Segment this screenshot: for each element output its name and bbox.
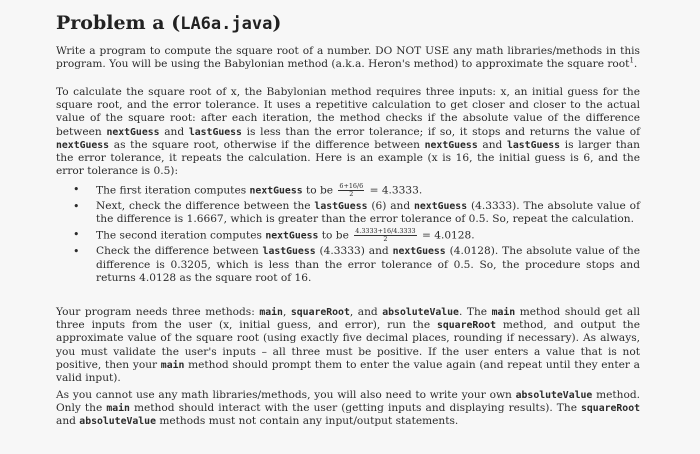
fraction: $\frac{6+16/6}{2}$: [339, 182, 364, 198]
methods-paragraph: Your program needs three methods: main, squareRoot, and absoluteValue. The main method should get all three inputs from the user (x, initial guess, and error), run the squareRoot method, and output the approximate value of the square root (using exactly five decimal places, rounding if necessary). As always, you must validate the user's inputs – all three must be positive. If the user enters a value that is not positive, then your main method should prompt them to enter the value again (and repeat until they enter a valid input).: [56, 306, 641, 385]
algorithm-paragraph: To calculate the square root of x, the Babylonian method requires three inputs: x, an initial guess for the square root, and the error tolerance. It uses a repetitive calculation to get closer and closer to the actual value of the square root: after each iteration, the method checks if the absolute value of the difference between nextGuess and lastGuess is less than the error tolerance; if so, it stops and returns the value of nextGuess as the square root, otherwise if the difference between nextGuess and lastGuess is larger than the error tolerance, it repeats the calculation. Here is an example (x is 16, the initial guess is 6, and the error tolerance is 0.5):: [56, 86, 640, 178]
example-steps-list: [56, 183, 640, 287]
problem-title: Problem a (LA6a.java): [56, 12, 282, 34]
list-item: • The second iteration computes nextGuess to be $\frac{4.3333+16/4.3333}{2}$ = 4.0128.: [56, 228, 640, 243]
file-name: LA6a.java: [180, 14, 273, 34]
fraction: $\frac{4.3333+16/4.3333}{2}$: [355, 227, 416, 244]
footnote-marker: 1: [629, 56, 634, 65]
final-paragraph: As you cannot use any math libraries/methods, you will also need to write your own absoluteValue method. Only the main method should interact with the user (getting inputs and displaying results). The squareRoot and absoluteValue methods must not contain any input/output statements.: [56, 389, 640, 428]
list-item: • The first iteration computes nextGuess to be $\frac{6+16/6}{2}$ = 4.3333.: [56, 183, 640, 198]
list-item: • Next, check the difference between the lastGuess (6) and nextGuess (4.3333). The absolute value of the difference is 1.6667, which is greater than the error tolerance of 0.5. So, repeat the calculation.: [56, 200, 640, 226]
intro-paragraph: Write a program to compute the square root of a number. DO NOT USE any math libraries/methods in this program. You will be using the Babylonian method (a.k.a. Heron's method) to approximate the square root$^1$.: [56, 45, 640, 71]
list-item: • Check the difference between lastGuess (4.3333) and nextGuess (4.0128). The absolute value of the difference is 0.3205, which is less than the error tolerance of 0.5. So, the procedure stops and returns 4.0128 as the square root of 16.: [56, 245, 640, 285]
